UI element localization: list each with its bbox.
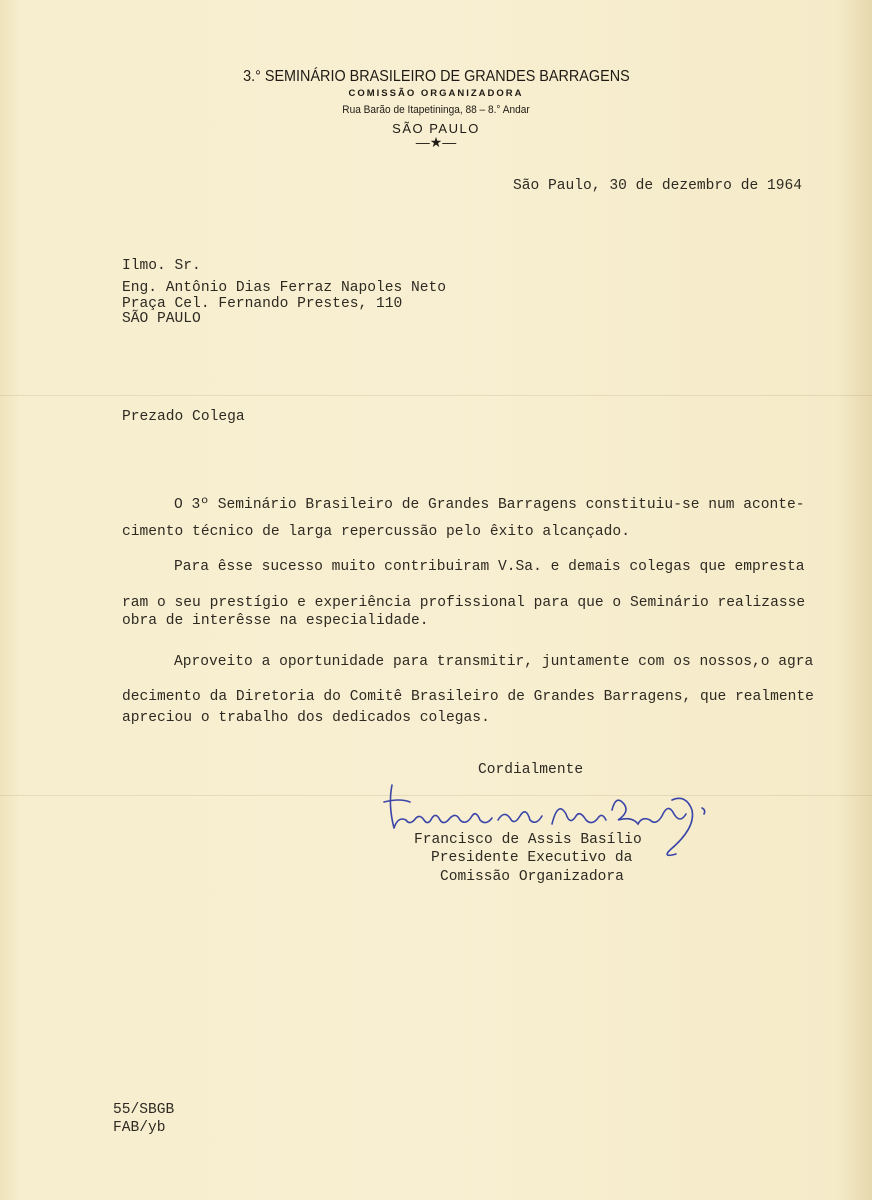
closing: Cordialmente: [478, 762, 584, 778]
reference-code: 55/SBGB: [113, 1102, 175, 1118]
signatory-title: Presidente Executivo da: [431, 850, 633, 866]
letterhead-city: SÃO PAULO: [392, 121, 480, 136]
letter-date: São Paulo, 30 de dezembro de 1964: [513, 178, 803, 194]
body-line: Aproveito a oportunidade para transmitir, juntamente com os nossos,o agra: [174, 654, 814, 670]
signatory-organization: Comissão Organizadora: [440, 869, 624, 885]
body-line: apreciou o trabalho dos dedicados colegas.: [122, 710, 490, 726]
letterhead-title: 3.° SEMINÁRIO BRASILEIRO DE GRANDES BARRAGENS: [243, 68, 630, 85]
star-ornament-icon: —★—: [415, 134, 457, 150]
salutation: Prezado Colega: [122, 409, 245, 425]
body-line: Para êsse sucesso muito contribuiram V.Sa. e demais colegas que empresta: [174, 559, 805, 575]
body-line: decimento da Diretoria do Comitê Brasileiro de Grandes Barragens, que realmente: [122, 689, 814, 705]
signatory-name: Francisco de Assis Basílio: [414, 832, 642, 848]
body-line: obra de interêsse na especialidade.: [122, 613, 429, 629]
fold-line: [0, 395, 872, 396]
recipient-line: SÃO PAULO: [122, 311, 201, 327]
letterhead-subtitle: COMISSÃO ORGANIZADORA: [348, 88, 524, 99]
recipient-line: Eng. Antônio Dias Ferraz Napoles Neto: [122, 280, 447, 296]
recipient-line: Ilmo. Sr.: [122, 258, 201, 274]
typist-initials: FAB/yb: [113, 1120, 166, 1136]
body-line: cimento técnico de larga repercussão pelo êxito alcançado.: [122, 524, 630, 540]
letterhead-address: Rua Barão de Itapetininga, 88 – 8.° Andar: [342, 104, 530, 116]
body-line: O 3º Seminário Brasileiro de Grandes Barragens constituiu-se num aconte-: [174, 497, 805, 513]
body-line: ram o seu prestígio e experiência profissional para que o Seminário realizasse: [122, 595, 806, 611]
recipient-line: Praça Cel. Fernando Prestes, 110: [122, 296, 403, 312]
